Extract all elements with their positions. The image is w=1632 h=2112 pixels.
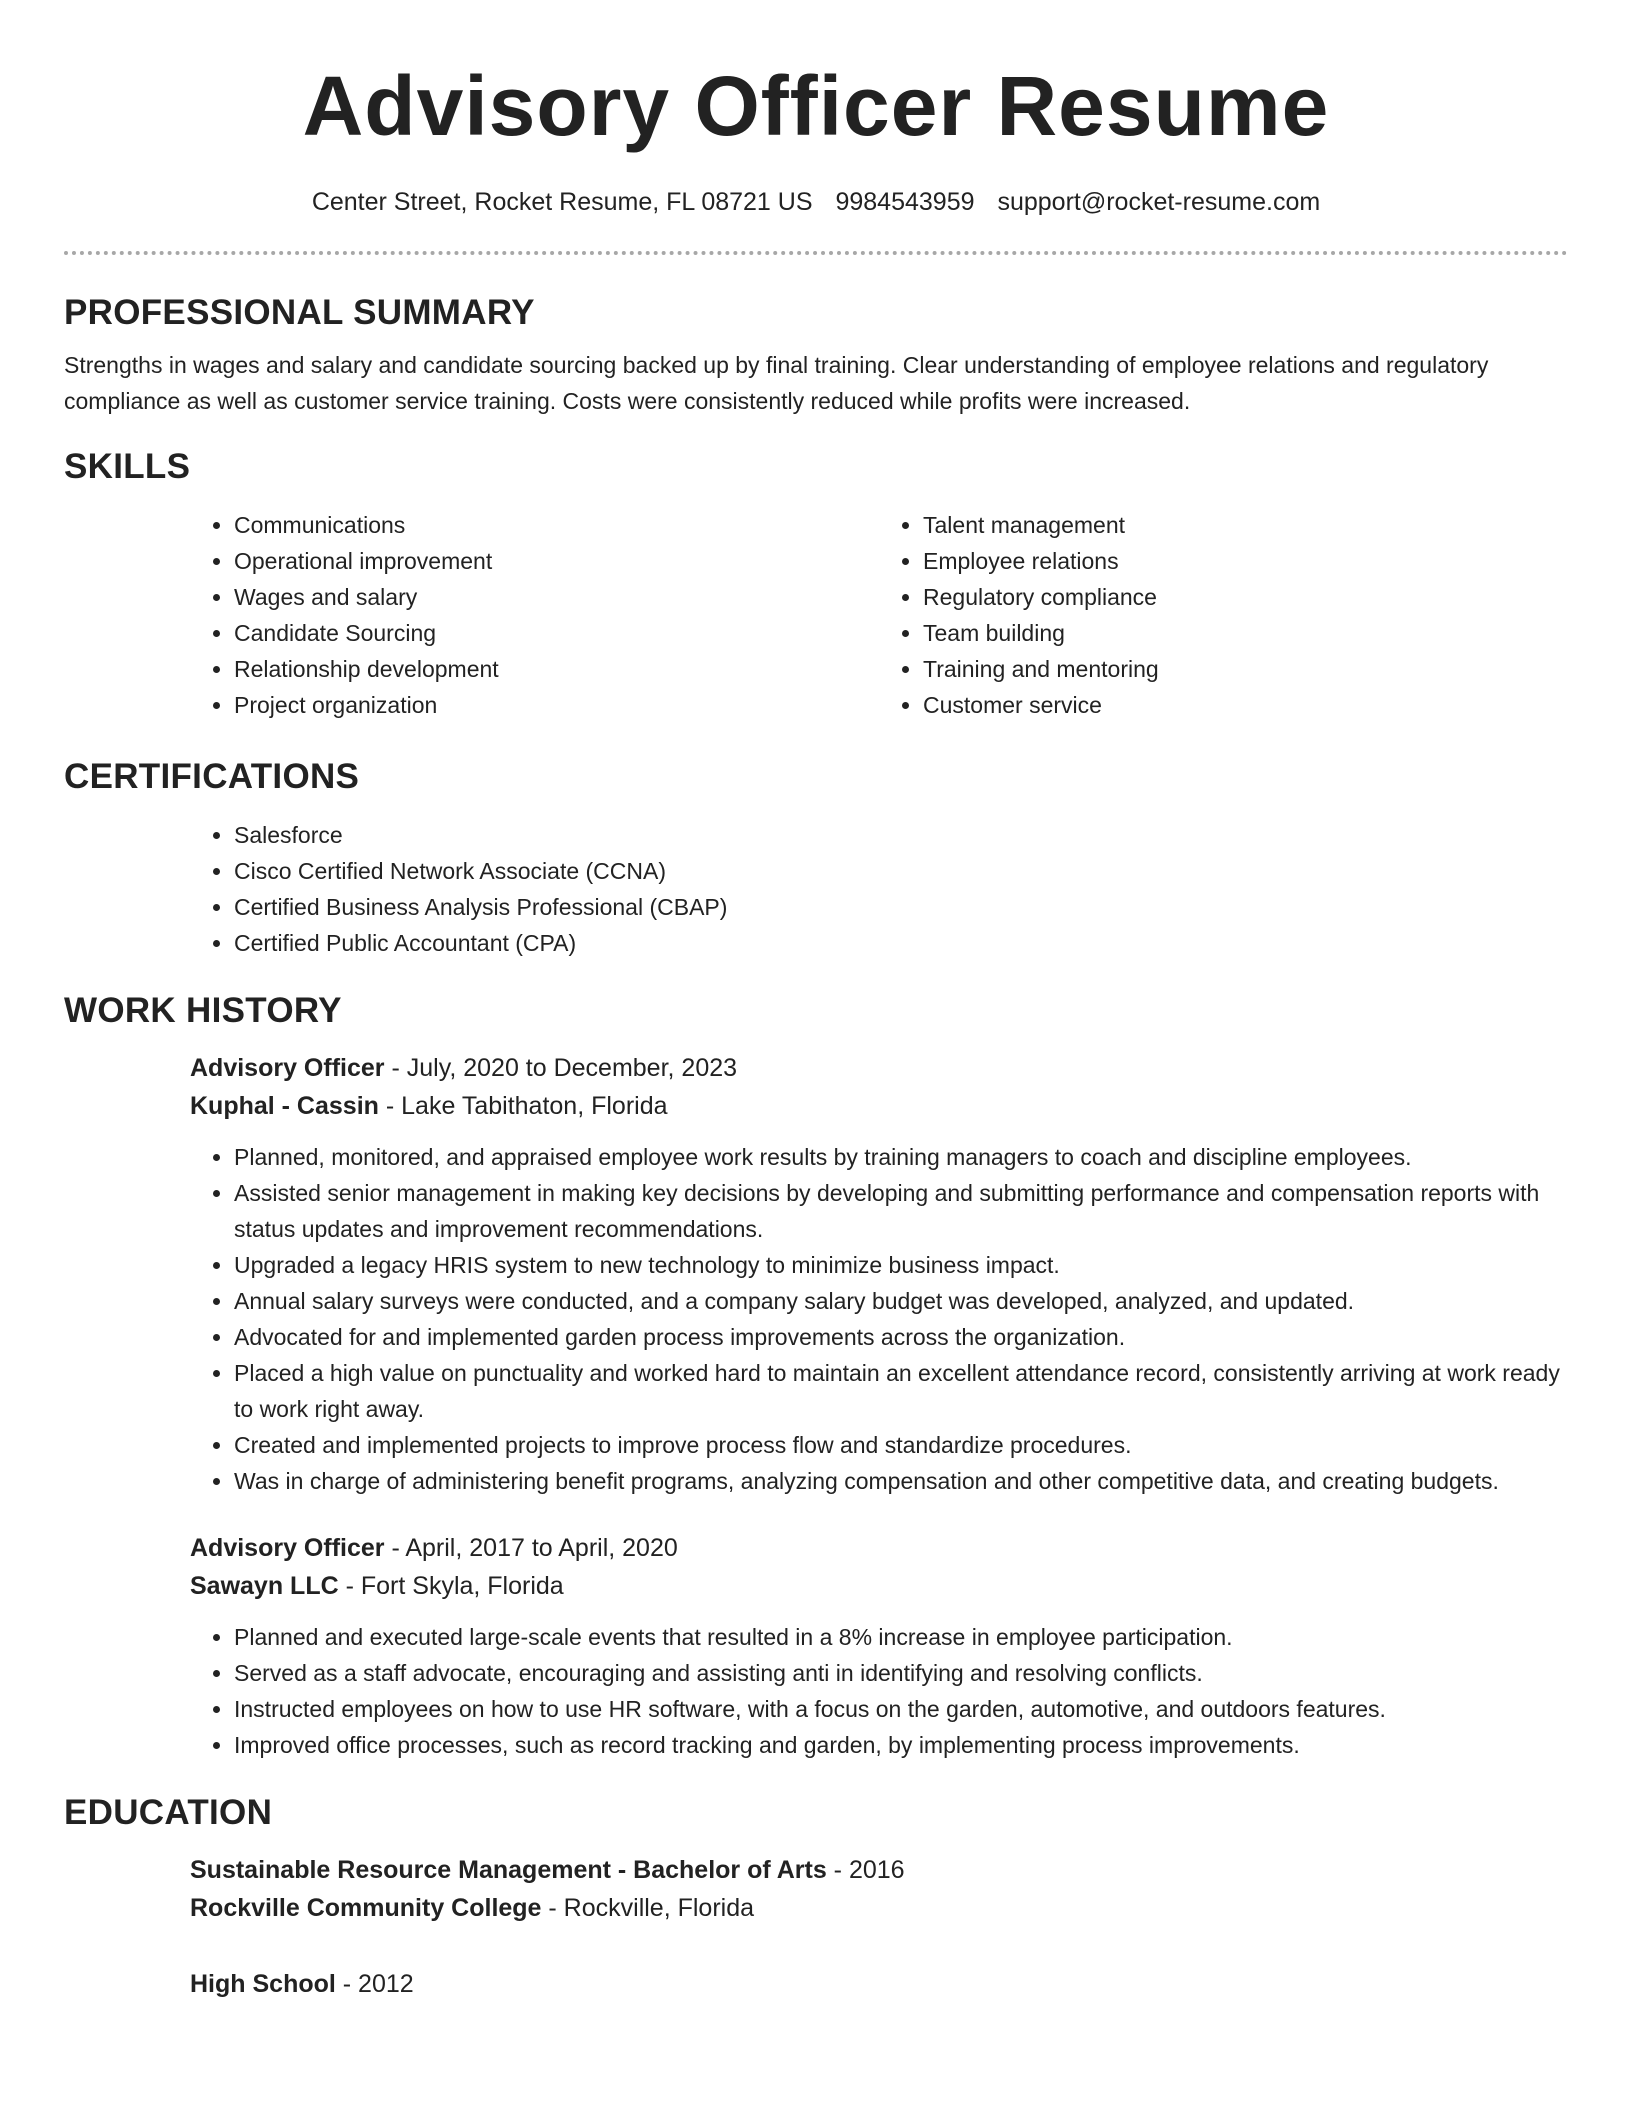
summary-heading: PROFESSIONAL SUMMARY <box>64 293 535 332</box>
list-item: • Project organization <box>234 687 879 723</box>
list-item: • Candidate Sourcing <box>234 615 879 651</box>
skills-list-left <box>190 507 879 723</box>
list-item: • Instructed employees on how to use HR software, with a focus on the garden, automotive, and outdoors features. <box>234 1691 1568 1727</box>
list-item: • Certified Public Accountant (CPA) <box>234 925 1568 961</box>
degree-year: - 2016 <box>826 1856 905 1884</box>
degree-year: - 2012 <box>335 1970 414 1998</box>
job-bullets <box>190 1139 1568 1499</box>
list-item: • Planned and executed large-scale events that resulted in a 8% increase in employee participation. <box>234 1619 1568 1655</box>
list-item: • Advocated for and implemented garden process improvements across the organization. <box>234 1319 1568 1355</box>
summary-text: Strengths in wages and salary and candidate sourcing backed up by final training. Clear understanding of employee relations and regulatory compliance as well as customer service training. Costs were consistently reduced while profits were increased. <box>64 352 1489 414</box>
job-entry <box>190 1049 1568 1499</box>
school-line <box>190 1889 1568 1927</box>
education-section <box>64 1793 1568 2003</box>
contact-line <box>0 188 1632 217</box>
list-item: • Annual salary surveys were conducted, and a company salary budget was developed, analyzed, and updated. <box>234 1283 1568 1319</box>
job-company: Kuphal - Cassin <box>190 1092 379 1120</box>
job-company: Sawayn LLC <box>190 1572 339 1600</box>
list-item: • Placed a high value on punctuality and worked hard to maintain an excellent attendance record, consistently arriving at work ready to work right away. <box>234 1355 1568 1427</box>
phone: 9984543959 <box>835 188 975 216</box>
job-role: Advisory Officer <box>190 1534 385 1562</box>
degree-line <box>190 1851 1568 1889</box>
education-entry <box>190 1965 1568 2003</box>
list-item: • Assisted senior management in making key decisions by developing and submitting performance and compensation reports with status updates and improvement recommendations. <box>234 1175 1568 1247</box>
skills-list-right <box>879 507 1568 723</box>
education-heading: EDUCATION <box>64 1793 273 1832</box>
list-item: • Regulatory compliance <box>923 579 1568 615</box>
list-item: • Communications <box>234 507 879 543</box>
job-location: - Fort Skyla, Florida <box>338 1572 564 1600</box>
job-dates: - July, 2020 to December, 2023 <box>384 1054 738 1082</box>
school-name: Rockville Community College <box>190 1894 542 1922</box>
certifications-section <box>64 757 1568 961</box>
list-item: • Cisco Certified Network Associate (CCNA) <box>234 853 1568 889</box>
job-location: - Lake Tabithaton, Florida <box>378 1092 668 1120</box>
job-company-line <box>190 1087 1568 1125</box>
degree-name: High School <box>190 1970 336 1998</box>
job-company-line <box>190 1567 1568 1605</box>
list-item: • Training and mentoring <box>923 651 1568 687</box>
education-entry <box>190 1851 1568 1927</box>
degree-name: Sustainable Resource Management - Bachelor of Arts <box>190 1856 827 1884</box>
list-item: • Talent management <box>923 507 1568 543</box>
list-item: • Upgraded a legacy HRIS system to new technology to minimize business impact. <box>234 1247 1568 1283</box>
summary-section <box>64 293 1568 419</box>
list-item: • Team building <box>923 615 1568 651</box>
list-item: • Salesforce <box>234 817 1568 853</box>
list-item: • Served as a staff advocate, encouraging and assisting anti in identifying and resolving conflicts. <box>234 1655 1568 1691</box>
skills-heading: SKILLS <box>64 447 191 486</box>
job-role: Advisory Officer <box>190 1054 385 1082</box>
list-item: • Planned, monitored, and appraised employee work results by training managers to coach and discipline employees. <box>234 1139 1568 1175</box>
address: Center Street, Rocket Resume, FL 08721 US <box>311 188 813 216</box>
work-history-heading: WORK HISTORY <box>64 991 342 1030</box>
school-location: - Rockville, Florida <box>541 1894 755 1922</box>
list-item: • Employee relations <box>923 543 1568 579</box>
list-item: • Created and implemented projects to improve process flow and standardize procedures. <box>234 1427 1568 1463</box>
email: support@rocket-resume.com <box>997 188 1321 216</box>
list-item: • Certified Business Analysis Professional (CBAP) <box>234 889 1568 925</box>
list-item: • Operational improvement <box>234 543 879 579</box>
certifications-heading: CERTIFICATIONS <box>64 757 360 796</box>
list-item: • Improved office processes, such as record tracking and garden, by implementing process improvements. <box>234 1727 1568 1763</box>
certifications-list <box>190 817 1568 961</box>
job-title-line <box>190 1529 1568 1567</box>
degree-line <box>190 1965 1568 2003</box>
list-item: • Relationship development <box>234 651 879 687</box>
job-entry <box>190 1529 1568 1763</box>
list-item: • Was in charge of administering benefit programs, analyzing compensation and other competitive data, and creating budgets. <box>234 1463 1568 1499</box>
job-dates: - April, 2017 to April, 2020 <box>384 1534 678 1562</box>
skills-section <box>64 447 1568 723</box>
header-divider <box>64 251 1568 255</box>
skills-columns <box>190 507 1568 723</box>
work-history-section <box>64 991 1568 1763</box>
resume-title: Advisory Officer Resume <box>302 59 1330 153</box>
list-item: • Wages and salary <box>234 579 879 615</box>
list-item: • Customer service <box>923 687 1568 723</box>
job-bullets <box>190 1619 1568 1763</box>
job-title-line <box>190 1049 1568 1087</box>
